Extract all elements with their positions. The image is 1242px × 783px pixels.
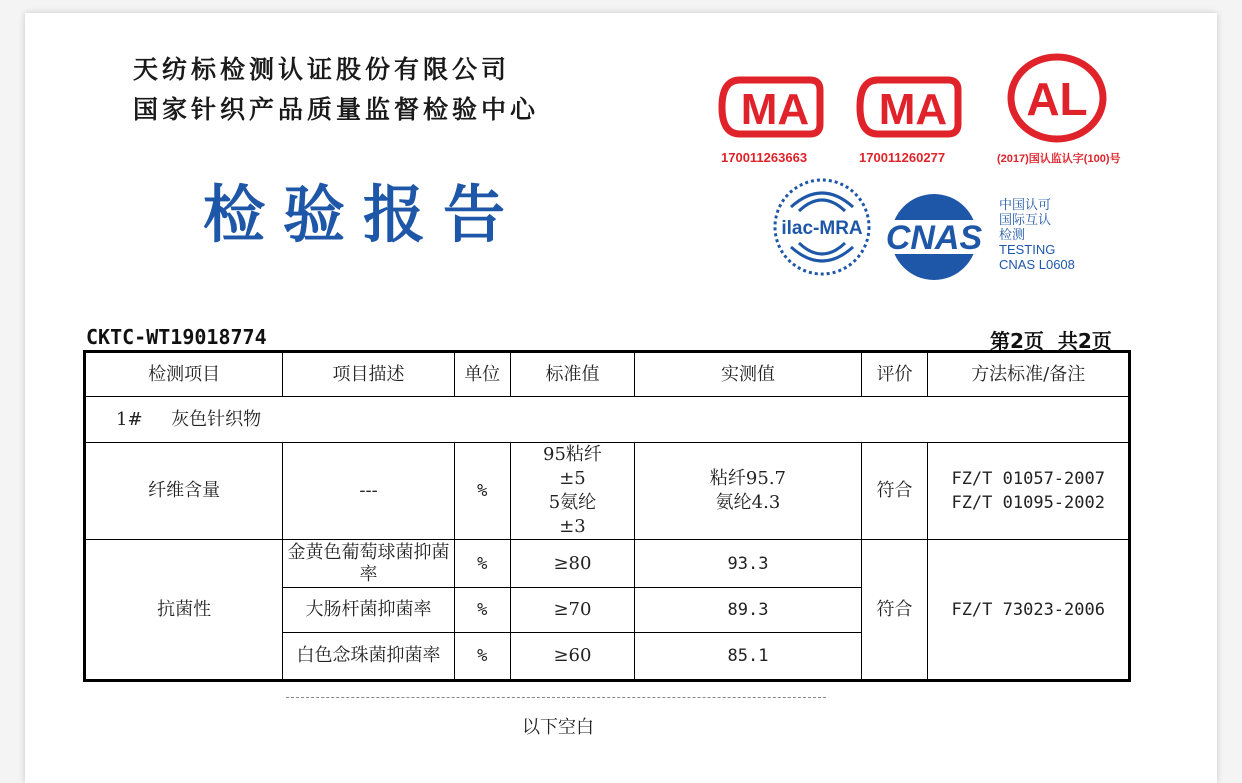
measured-cell: 85.1 [635,633,861,681]
item-cell: 纤维含量 [85,443,283,540]
ilac-mra-logo [771,171,873,283]
table-header-row [85,352,1130,397]
table-row [85,540,1130,588]
desc-cell: 大肠杆菌抑菌率 [283,588,454,633]
method-line: FZ/T 01095-2002 [951,493,1105,513]
results-table [83,350,1131,682]
cal-logo [1005,52,1109,144]
header-cell: 评价 [861,352,928,397]
standard-line: ±3 [559,516,586,537]
cal-text: AL [1026,73,1088,125]
cnas-line: 检测 [999,227,1026,242]
measured-cell: 93.3 [635,540,861,588]
unit-cell: % [454,633,510,681]
header-cell: 标准值 [510,352,635,397]
cma-text: MA [740,85,810,134]
unit-cell: % [454,443,510,540]
cnas-text: CNAS [885,219,983,257]
sample-row [85,397,1130,443]
cma-number: 170011260277 [859,150,946,165]
desc-cell: --- [283,443,454,540]
cal-number: (2017)国认监认字(100)号 [997,153,1121,165]
end-divider [286,697,826,698]
desc-cell: 白色念珠菌抑菌率 [283,633,454,681]
cnas-line: 国际互认 [999,212,1052,227]
page-indicator: 第2页 共2页 [990,329,1112,353]
cnas-line: TESTING [999,242,1056,257]
standard-line: ±5 [559,468,586,489]
cma-text: MA [878,85,948,134]
report-number: CKTC-WT19018774 [86,325,267,349]
evaluation-cell: 符合 [861,443,928,540]
cnas-line: CNAS L0608 [999,257,1075,272]
measured-line: 粘纤95.7 [709,468,786,489]
table-row [85,443,1130,540]
header-cell: 方法标准/备注 [928,352,1130,397]
unit-cell: % [454,540,510,588]
standard-line: 95粘纤 [543,444,602,465]
method-cell [928,443,1130,540]
cma-number: 170011263663 [721,150,808,165]
standard-line: 5氨纶 [548,492,597,513]
cma-logo [856,72,962,142]
measured-cell [635,443,861,540]
ilac-text: ilac-MRA [781,218,863,239]
header-cell: 检测项目 [85,352,283,397]
report-title: 检验报告 [203,178,524,251]
unit-cell: % [454,588,510,633]
measured-cell: 89.3 [635,588,861,633]
cnas-line: 中国认可 [999,197,1052,212]
standard-cell: ≥80 [510,540,635,588]
desc-cell: 金黄色葡萄球菌抑菌率 [283,540,454,588]
cnas-logo [878,190,996,284]
header-cell: 单位 [454,352,510,397]
method-cell: FZ/T 73023-2006 [928,540,1130,681]
center-name: 国家针织产品质量监督检验中心 [133,95,540,124]
standard-cell: ≥70 [510,588,635,633]
sample-label: 1# 灰色针织物 [85,397,1130,443]
item-cell: 抗菌性 [85,540,283,681]
company-name: 天纺标检测认证股份有限公司 [133,55,511,84]
blank-below-note: 以下空白 [522,717,594,738]
measured-line: 氨纶4.3 [715,492,781,513]
header-cell: 实测值 [635,352,861,397]
header-cell: 项目描述 [283,352,454,397]
standard-cell: ≥60 [510,633,635,681]
cma-logo [718,72,824,142]
standard-cell [510,443,635,540]
cnas-side-text [999,197,1075,272]
method-line: FZ/T 01057-2007 [951,469,1105,489]
evaluation-cell: 符合 [861,540,928,681]
